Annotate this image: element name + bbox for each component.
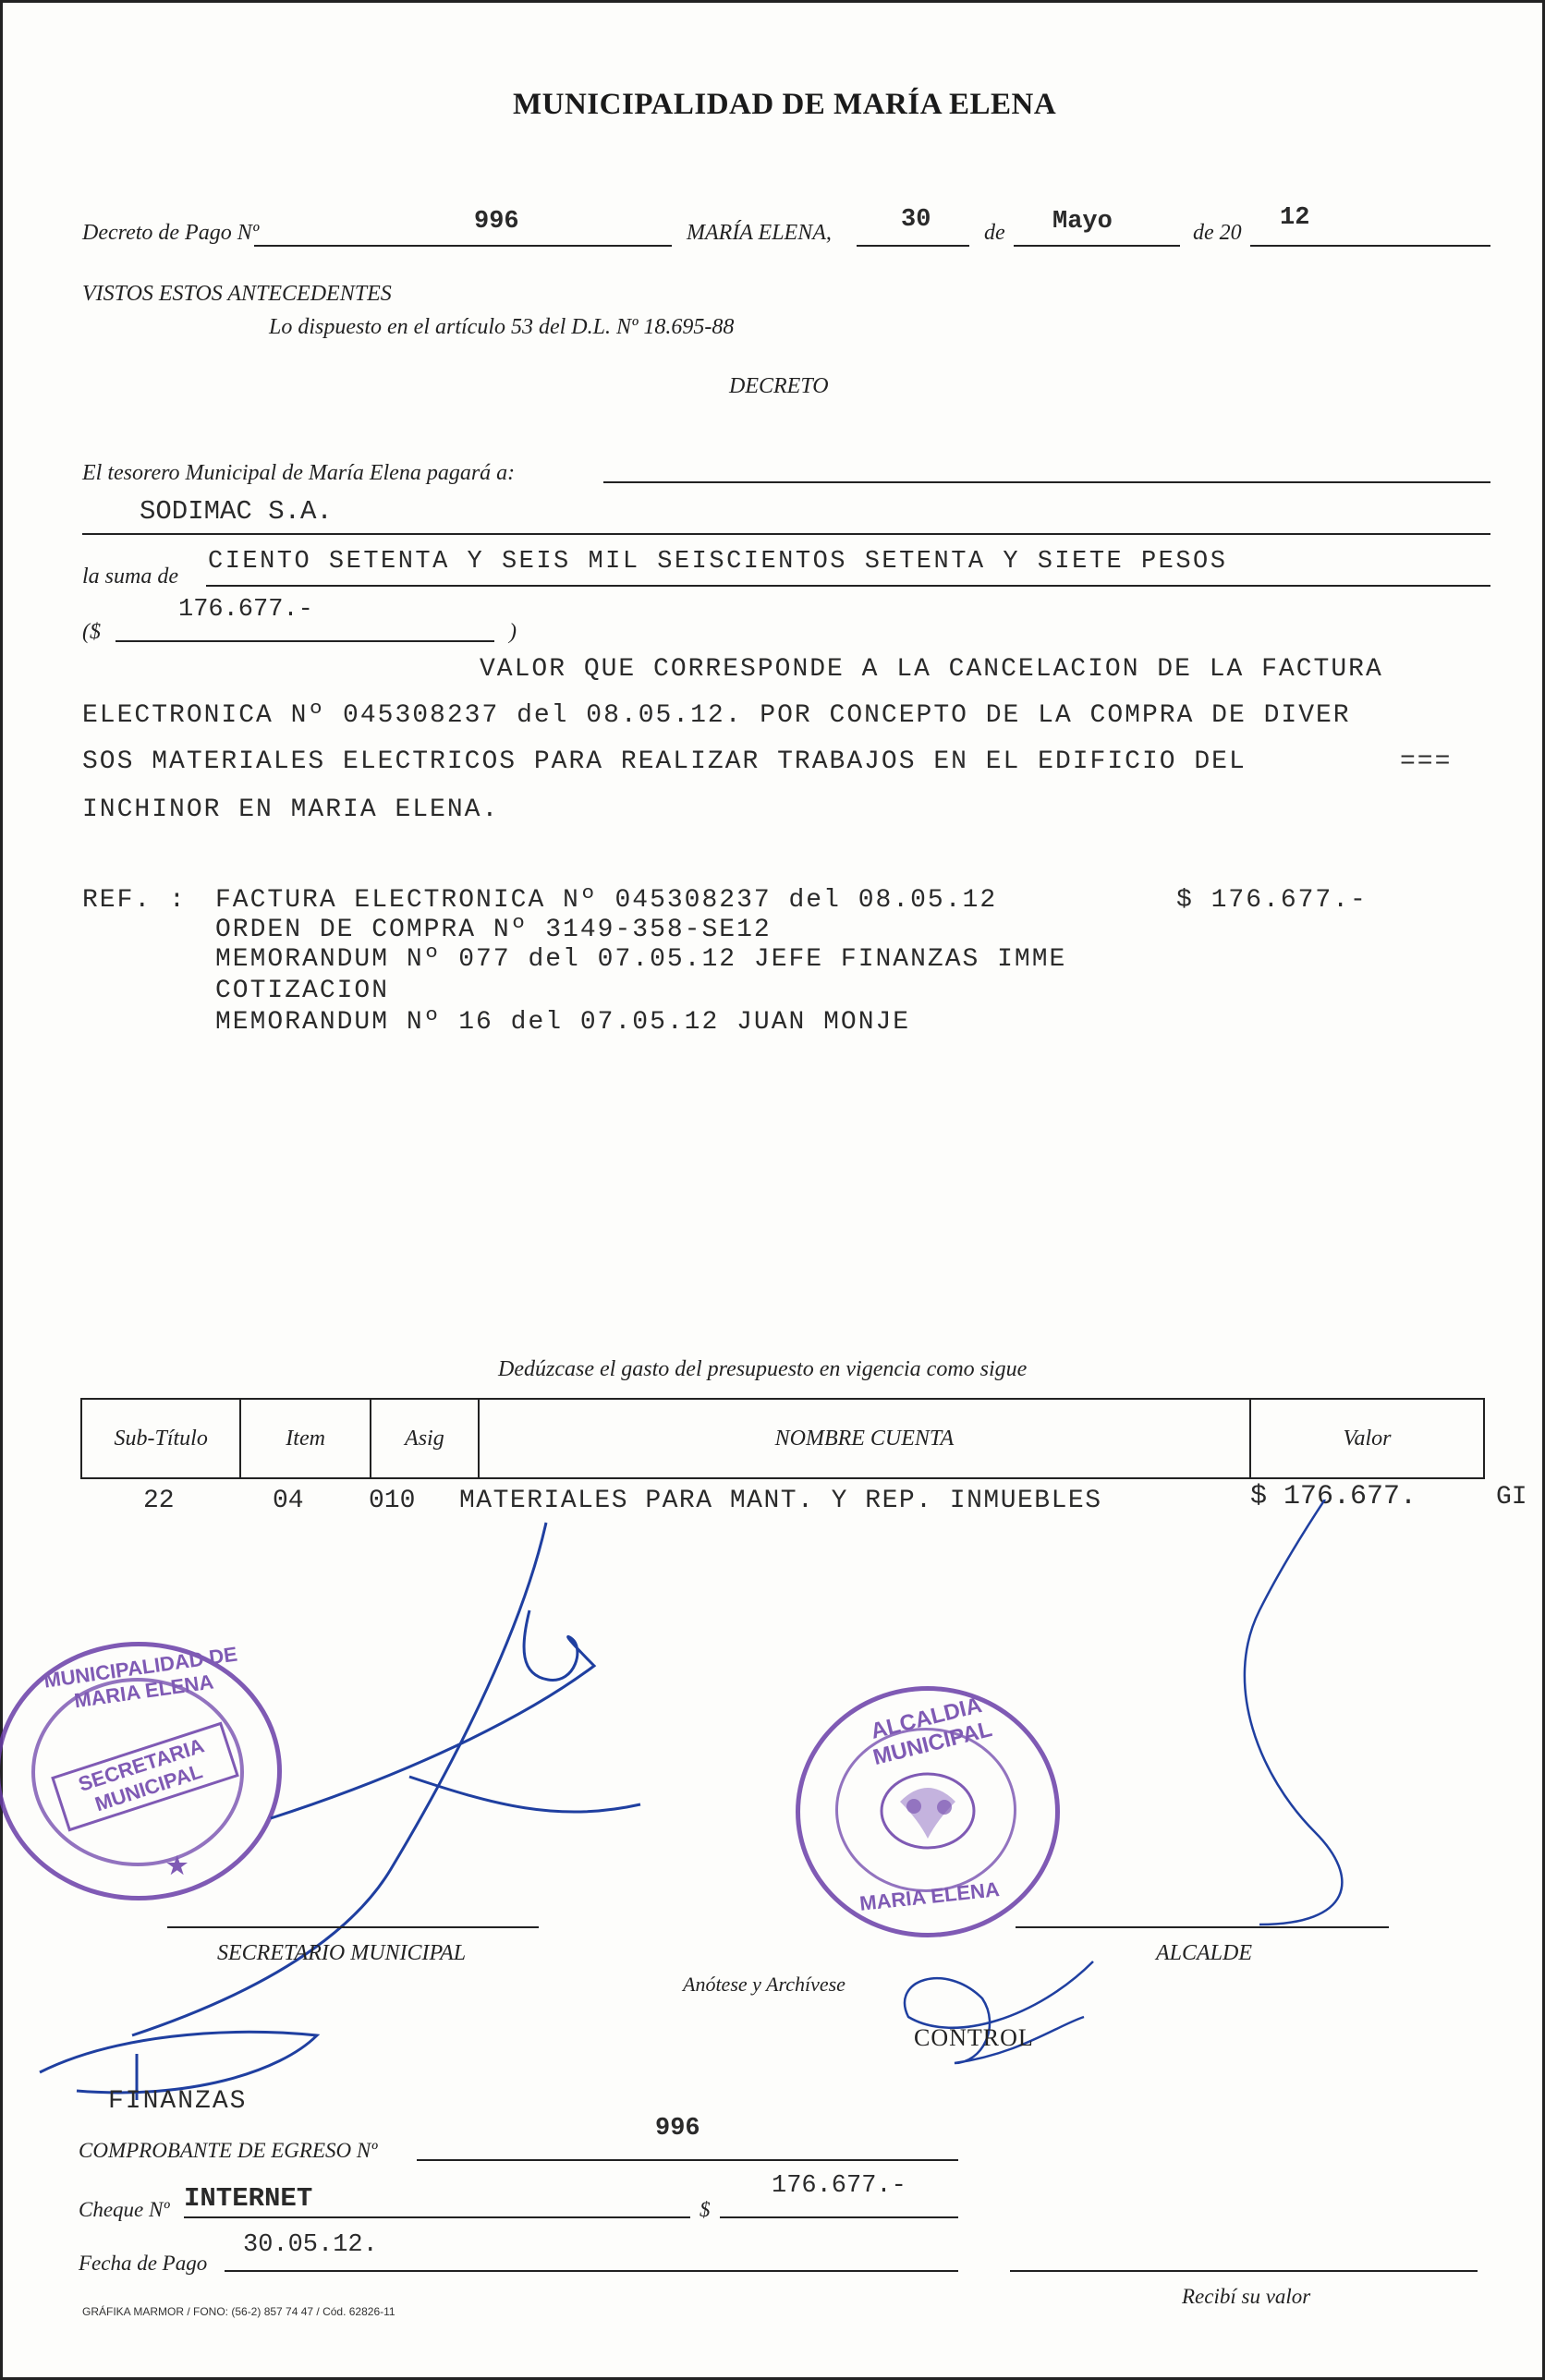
payee-line	[82, 533, 1490, 535]
finanzas-signature-stroke	[40, 2032, 317, 2093]
references-label: REF. :	[82, 886, 187, 915]
payee-label-line	[603, 481, 1490, 483]
header-subtitulo: Sub-Título	[81, 1399, 240, 1478]
decree-number-line	[254, 245, 672, 247]
row-subtitulo: 22	[143, 1487, 175, 1515]
cheque-amount-line	[720, 2216, 958, 2218]
reference-item: MEMORANDUM Nº 077 del 07.05.12 JEFE FINANZAS IMME	[215, 945, 1067, 974]
amount-words-line	[206, 585, 1490, 587]
secretaria-stamp-outer-text: MUNICIPALIDAD DE MARIA ELENA	[42, 1642, 239, 1713]
printer-footer: GRÁFIKA MARMOR / FONO: (56-2) 857 74 47 / Cód. 62826-11	[82, 2305, 395, 2318]
budget-table-header	[81, 1399, 1484, 1478]
references-amount: $ 176.677.-	[1176, 886, 1368, 915]
decree-year: 12	[1280, 204, 1310, 232]
amount-figure: 176.677.-	[178, 596, 313, 624]
secretario-label: SECRETARIO MUNICIPAL	[217, 1941, 467, 1965]
comprobante-line	[417, 2159, 958, 2161]
secretaria-stamp-inner-text: SECRETARIA MUNICIPAL	[51, 1722, 239, 1832]
legal-basis: Lo dispuesto en el artículo 53 del D.L. Nº 18.695-88	[269, 315, 735, 339]
cheque-line	[184, 2216, 690, 2218]
concept-line-1: VALOR QUE CORRESPONDE A LA CANCELACION DE LA FACTURA	[480, 655, 1383, 684]
anotese-label: Anótese y Archívese	[683, 1973, 845, 1996]
comprobante-number: 996	[655, 2115, 700, 2143]
page-title: MUNICIPALIDAD DE MARÍA ELENA	[513, 88, 1057, 121]
amount-words-label: la suma de	[82, 565, 178, 589]
amount-figure-open: ($	[82, 620, 101, 644]
reference-item: FACTURA ELECTRONICA Nº 045308237 del 08.05.12	[215, 886, 998, 915]
alcalde-signature-line	[1016, 1926, 1389, 1928]
decree-day: 30	[901, 206, 931, 234]
signatures-layer	[3, 1500, 1545, 2146]
decree-month: Mayo	[1052, 208, 1113, 236]
header-nombre-cuenta: NOMBRE CUENTA	[479, 1399, 1250, 1478]
payee-name: SODIMAC S.A.	[140, 496, 333, 527]
alcalde-label: ALCALDE	[1156, 1941, 1253, 1965]
vistos-heading: VISTOS ESTOS ANTECEDENTES	[82, 282, 392, 306]
row-nombre-cuenta: MATERIALES PARA MANT. Y REP. INMUEBLES	[459, 1487, 1102, 1515]
row-valor: $ 176.677.	[1250, 1481, 1417, 1512]
alcalde-signature-stroke	[1245, 1500, 1417, 1925]
amount-words: CIENTO SETENTA Y SEIS MIL SEISCIENTOS SETENTA Y SIETE PESOS	[208, 548, 1228, 576]
fecha-label: Fecha de Pago	[79, 2252, 208, 2275]
budget-caption: Dedúzcase el gasto del presupuesto en vigencia como sigue	[498, 1357, 1028, 1381]
decree-month-line	[1014, 245, 1180, 247]
finanzas-label: FINANZAS	[108, 2087, 248, 2116]
payee-label: El tesorero Municipal de María Elena pagará a:	[82, 461, 516, 485]
amount-figure-line	[116, 640, 494, 642]
concept-line-3-fill: ===	[1400, 747, 1453, 776]
secretario-signature-line	[167, 1926, 539, 1928]
concept-line-3: SOS MATERIALES ELECTRICOS PARA REALIZAR TRABAJOS EN EL EDIFICIO DEL	[82, 747, 1247, 776]
decree-year-line	[1250, 245, 1490, 247]
row-note: GI	[1496, 1483, 1527, 1512]
recibi-label: Recibí su valor	[1182, 2285, 1311, 2308]
secretario-signature-stroke	[409, 1777, 640, 1812]
reference-item: COTIZACION	[215, 977, 390, 1005]
fecha-pago: 30.05.12.	[243, 2231, 378, 2259]
reference-item: ORDEN DE COMPRA Nº 3149-358-SE12	[215, 916, 772, 944]
decree-de20-label: de 20	[1193, 221, 1242, 245]
concept-line-2: ELECTRONICA Nº 045308237 del 08.05.12. POR CONCEPTO DE LA COMPRA DE DIVER	[82, 701, 1351, 730]
concept-line-4: INCHINOR EN MARIA ELENA.	[82, 795, 500, 824]
amount-figure-close: )	[509, 620, 517, 644]
secretario-signature-stroke	[271, 1610, 594, 1818]
decree-number-label: Decreto de Pago Nº	[82, 221, 260, 245]
row-asig: 010	[369, 1487, 416, 1515]
fecha-line	[225, 2270, 958, 2272]
comprobante-label: COMPROBANTE DE EGRESO Nº	[79, 2139, 378, 2162]
cheque-number: INTERNET	[184, 2183, 313, 2214]
decree-de-label: de	[984, 221, 1005, 245]
star-icon: ★	[166, 1852, 189, 1879]
reference-item: MEMORANDUM Nº 16 del 07.05.12 JUAN MONJE	[215, 1008, 911, 1037]
cheque-label: Cheque Nº	[79, 2198, 170, 2221]
recibi-line	[1010, 2270, 1478, 2272]
decree-day-line	[857, 245, 969, 247]
control-label: CONTROL	[914, 2024, 1034, 2051]
alcaldia-stamp-bottom-text: MARIA ELENA	[858, 1877, 1001, 1915]
header-item: Item	[240, 1399, 371, 1478]
cheque-dollar-label: $	[700, 2198, 711, 2221]
decreto-heading: DECRETO	[729, 374, 829, 398]
cheque-amount: 176.677.-	[772, 2172, 906, 2200]
alcaldia-stamp-top-text: ALCALDIA MUNICIPAL	[868, 1692, 995, 1771]
row-item: 04	[273, 1487, 304, 1515]
decree-number: 996	[474, 208, 519, 236]
decree-place-label: MARÍA ELENA,	[687, 221, 832, 245]
header-asig: Asig	[371, 1399, 479, 1478]
header-valor: Valor	[1250, 1399, 1484, 1478]
budget-table	[80, 1398, 1485, 1479]
